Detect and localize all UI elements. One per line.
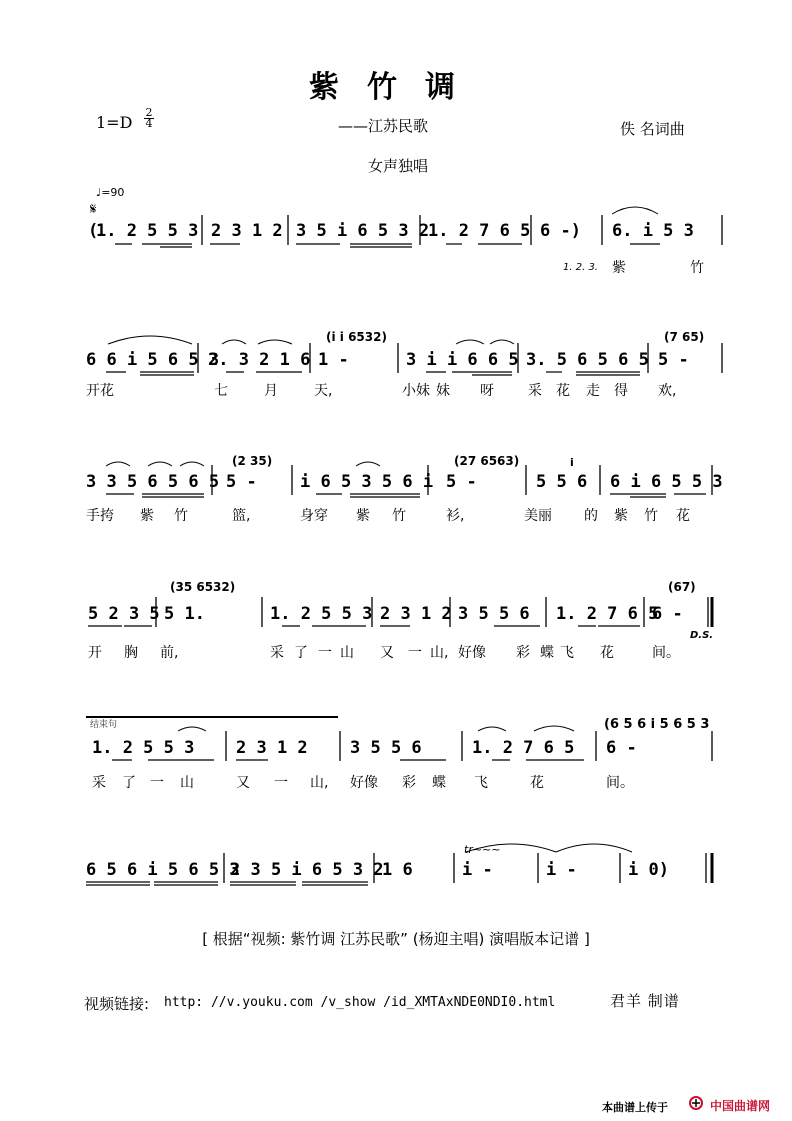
system-2-lyric: 妹: [436, 383, 450, 399]
system-3-grace-3: i: [570, 456, 574, 469]
system-1-lyric: 紫: [612, 260, 626, 276]
system-6-measure-1: 6 5 6 i 5 6 5 3: [86, 860, 240, 880]
system-3-grace-1: (2 35): [232, 454, 273, 468]
system-1-lyric: 竹: [690, 260, 704, 276]
trill-marking: tr~~~: [464, 843, 501, 856]
system-4-grace-1: (35 6532): [170, 580, 236, 594]
system-3-measure-3: i 6 5 3 5 6 i: [300, 472, 434, 492]
system-6-underlines: [86, 882, 368, 885]
credit: 佚 名词曲: [620, 120, 685, 138]
system-4-measure-2: 5 1.: [164, 604, 205, 624]
system-5-lyric: 又: [236, 775, 250, 791]
system-2-measure-2: 2. 3 2 1 6: [208, 350, 311, 370]
video-link-label: 视频链接:: [84, 995, 150, 1013]
system-4-lyric: 一: [318, 645, 332, 661]
ending-phrase-label: 结束句: [90, 720, 118, 730]
system-2-lyric: 小妹: [402, 383, 430, 399]
system-3-lyric: 紫: [140, 508, 154, 524]
system-5-lyric: 一: [150, 775, 164, 791]
system-5-lyric: 蝶: [432, 775, 446, 791]
system-6-measure-3: 1 6: [382, 860, 413, 880]
system-4-lyric: 采: [270, 645, 284, 661]
system-2-lyric: 天,: [314, 383, 333, 399]
system-2-underlines: [106, 372, 640, 375]
system-5-measure-1: 1. 2 5 5 3: [92, 738, 195, 758]
system-6-measure-2: 2 3 5 i 6 5 3 2: [230, 860, 384, 880]
system-3-lyric: 手挎: [86, 508, 114, 524]
system-4-lyric: 了: [294, 645, 308, 661]
system-5-lyric: 山,: [310, 775, 329, 791]
system-4-measure-5: 3 5 5 6: [458, 604, 530, 624]
footer-brand: 中国曲谱网: [710, 1099, 771, 1113]
system-3-measure-5: 5 5 6: [536, 472, 588, 492]
system-2-lyric: 月: [264, 383, 278, 399]
system-3-underlines: [106, 494, 706, 497]
system-4-lyric: 彩: [516, 645, 530, 661]
system-4-measure-4: 2 3 1 2: [380, 604, 452, 624]
brand-logo-icon: [688, 1095, 706, 1111]
system-3-lyric: 篮,: [232, 508, 251, 524]
system-2-measure-5: 3. 5 6 5 6 5: [526, 350, 649, 370]
system-4-grace-2: (67): [668, 580, 696, 594]
system-2-lyric: 七: [214, 383, 228, 399]
system-2-lyric: 开花: [86, 383, 114, 399]
performance-note: 女声独唱: [368, 157, 429, 175]
system-4-measure-7: 6 -: [652, 604, 683, 624]
system-3-lyric: 身穿: [300, 508, 328, 524]
system-2-measure-6: 5 -: [658, 350, 689, 370]
source-note: [ 根据“视频: 紫竹调 江苏民歌” (杨迎主唱) 演唱版本记谱 ]: [202, 930, 590, 948]
system-4-measure-3: 1. 2 5 5 3: [270, 604, 373, 624]
system-5-lyric: 花: [530, 775, 544, 791]
system-1-measure-4: 1. 2 7 6 5: [428, 221, 531, 241]
system-2-lyric: 花: [556, 383, 570, 399]
system-3-lyric: 竹: [174, 508, 188, 524]
system-5-lyric: 好像: [350, 775, 378, 791]
system-6-measure-6: i 0): [628, 860, 669, 880]
system-3-lyric: 紫: [614, 508, 628, 524]
system-1-measure-2: 2 3 1 2: [211, 221, 283, 241]
footer-upload-text: 本曲谱上传于: [602, 1101, 668, 1114]
system-4-lyric: 间。: [652, 645, 680, 661]
system-4-lyric: 蝶: [540, 645, 554, 661]
system-3-lyric: 衫,: [446, 508, 465, 524]
system-5-measure-3: 3 5 5 6: [350, 738, 422, 758]
page-title: 紫竹调: [309, 70, 483, 105]
system-5-measure-5: 6 -: [606, 738, 637, 758]
system-4-lyric: 前,: [160, 645, 179, 661]
system-3-measure-2: 5 -: [226, 472, 257, 492]
system-4-lyric: 山: [340, 645, 354, 661]
system-4-lyric: 一: [408, 645, 422, 661]
system-3-grace-2: (27 6563): [454, 454, 520, 468]
system-2-grace-1: (i i 6532): [326, 330, 387, 344]
system-1-measure-1: 1. 2 5 5 3: [96, 221, 199, 241]
system-5-lyric: 了: [122, 775, 136, 791]
transcriber-seal: 君羊 制谱: [610, 992, 680, 1010]
tempo-marking: ♩=90: [96, 186, 125, 199]
system-5-measure-2: 2 3 1 2: [236, 738, 308, 758]
system-3-lyric: 美丽: [524, 508, 552, 524]
system-2-lyric: 得: [614, 383, 628, 399]
system-5-measure-4: 1. 2 7 6 5: [472, 738, 575, 758]
system-4-lyric: 好像: [458, 645, 486, 661]
system-3-measure-1: 3 3 5 6 5 6 5: [86, 472, 220, 492]
system-1-lead: (: [88, 221, 99, 241]
system-1-measure-5: 6 -): [540, 221, 581, 241]
video-link[interactable]: http: //v.youku.com /v_show /id_XMTAxNDE0NDI0.html: [164, 995, 556, 1010]
system-3-measure-4: 5 -: [446, 472, 477, 492]
time-signature-bottom: 4: [145, 117, 153, 130]
time-signature-top: 2: [145, 106, 153, 119]
segno-sign: 𝄋: [90, 200, 97, 218]
system-2-lyric: 采: [528, 383, 542, 399]
system-5-lyric: 彩: [402, 775, 416, 791]
system-1-underlines: [115, 244, 660, 247]
system-5-lyric: 一: [274, 775, 288, 791]
system-5-lyric: 山: [180, 775, 194, 791]
system-3-lyric: 花: [676, 508, 690, 524]
ds-marking: D.S.: [690, 630, 714, 641]
system-2-measure-1: 6 6 i 5 6 5 3: [86, 350, 220, 370]
system-5-lyric: 间。: [606, 775, 634, 791]
system-5-grace-1: (6 5 6 i 5 6 5 3: [604, 717, 710, 732]
system-4-lyric: 又: [380, 645, 394, 661]
key-signature: 1=D: [96, 113, 133, 132]
system-1-measure-6: 6. i 5 3: [612, 221, 694, 241]
system-2-measure-3: 1 -: [318, 350, 349, 370]
system-1-lyric-verse: 1. 2. 3.: [563, 262, 598, 273]
system-4-lyric: 开: [88, 645, 102, 661]
system-4-lyric: 飞: [560, 645, 574, 661]
system-3-lyric: 紫: [356, 508, 370, 524]
system-4-lyric: 胸: [124, 645, 138, 661]
system-2-lyric: 欢,: [658, 383, 677, 399]
system-2-lyric: 走: [586, 383, 600, 399]
subtitle: ——江苏民歌: [338, 117, 429, 135]
system-5-lyric: 采: [92, 775, 106, 791]
system-6-measure-5: i -: [546, 860, 577, 880]
system-4-measure-1: 5 2 3 5: [88, 604, 160, 624]
system-4-lyric: 山,: [430, 645, 449, 661]
time-signature: [144, 108, 154, 129]
system-3-lyric: 的: [584, 508, 598, 524]
system-2-lyric: 呀: [480, 383, 494, 399]
system-3-lyric: 竹: [392, 508, 406, 524]
system-6-measure-4: i -: [462, 860, 493, 880]
system-5-lyric: 飞: [474, 775, 488, 791]
system-4-lyric: 花: [600, 645, 614, 661]
system-2-grace-2: (7 65): [664, 330, 705, 344]
system-2-measure-4: 3 i i 6 6 5: [406, 350, 519, 370]
system-3-lyric: 竹: [644, 508, 658, 524]
system-4-measure-6: 1. 2 7 6 5: [556, 604, 659, 624]
system-1-measure-3: 3 5 i 6 5 3 2: [296, 221, 430, 241]
system-3-measure-6: 6 i 6 5 5 3: [610, 472, 723, 492]
